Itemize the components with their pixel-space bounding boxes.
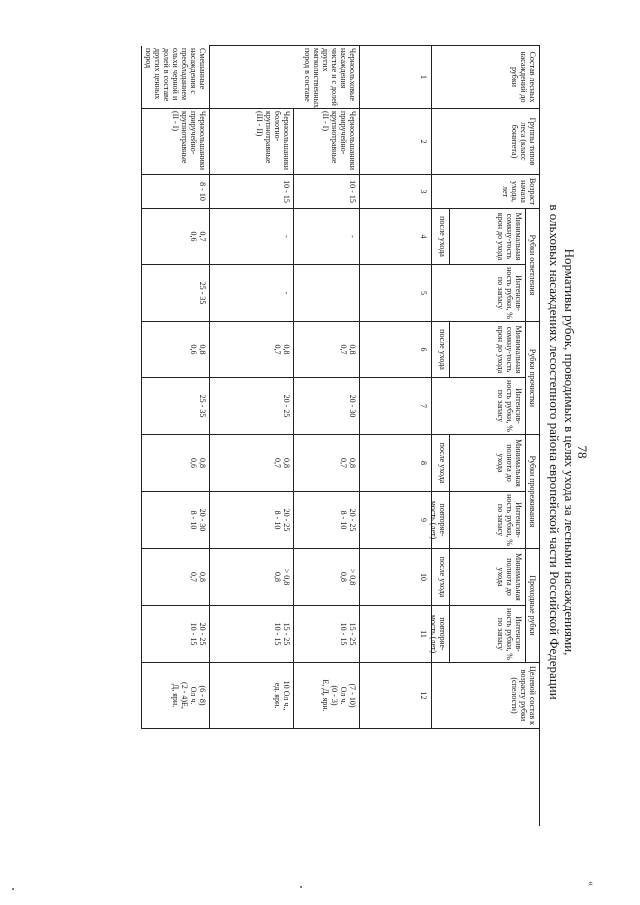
title-line-1: Нормативы рубок, проводимых в целях ухода за лесными насаждениями, [562, 248, 577, 656]
header-min-poln-prr: Минимальная полнота до ухода [449, 435, 525, 492]
table-cell-age: 8 - 10 [141, 175, 209, 209]
table-cell-pro-min: 0,8 0,6 [141, 322, 209, 378]
column-number: 5 [359, 265, 431, 322]
header-age: Возраст начала ухода, лет [431, 175, 539, 209]
column-number: 7 [359, 378, 431, 435]
column-number: 1 [359, 46, 431, 109]
header-repeat-prr: повторяе-мость (лет) [431, 492, 449, 549]
header-target-composition: Целевой состав к возрасту рубки (спелости) [431, 663, 539, 729]
column-number: 6 [359, 322, 431, 378]
table-cell-prr-min: 0,8 0,7 [209, 435, 293, 492]
table-cell-forest-group: Черноольшаники болотно-крупнотравные (III - II) [209, 109, 293, 175]
table-cell-prr-int: 20 - 25 8 - 10 [209, 492, 293, 549]
table-cell-prh-int: 15 - 25 10 - 15 [209, 606, 293, 663]
header-after-prr: после ухода [431, 435, 449, 492]
table-cell-prr-int: 20 - 25 8 - 10 [293, 492, 359, 549]
column-number: 10 [359, 549, 431, 606]
column-number: 8 [359, 435, 431, 492]
table-cell-target: (7 - 10) Ол ч. (0 - 3) Е, Д, ярн. [293, 663, 359, 729]
table-cell-osv-min: - [293, 209, 359, 265]
table-cell-age: 10 - 15 [209, 175, 293, 209]
column-number: 11 [359, 606, 431, 663]
table-cell-osv-int [293, 265, 359, 322]
table-cell-pro-int: 25 - 35 [141, 378, 209, 435]
header-after-osv: после ухода [431, 209, 449, 265]
header-after-pro: после ухода [431, 322, 449, 378]
table-cell-prr-int: 20 - 30 8 - 10 [141, 492, 209, 549]
header-min-komp-pro: Минимальная сомкну-тость крон до ухода [449, 322, 525, 378]
table-cell-forest-group: Черноольшаники приручейно-крупнотравные (II - I) [141, 109, 209, 175]
table-cell-composition: Черноольховые насаждения чистые и с долей других мягколиственных пород в составе [209, 46, 359, 109]
rotated-table-area [144, 45, 540, 825]
header-after-prh: после ухода [431, 549, 449, 606]
scan-speck [300, 886, 302, 888]
header-group-osvetlenie: Рубки осветления [525, 209, 539, 322]
table-cell-prh-int: 15 - 25 10 - 15 [293, 606, 359, 663]
table-cell-composition: Смешанные насаждения с преобладанием ольхи черной и долей в составе других ценных пород [141, 46, 209, 109]
column-number: 4 [359, 209, 431, 265]
document-title [547, 204, 577, 699]
header-intens-osv: Интенсив-ность рубки, % по запасу [431, 265, 525, 322]
table-cell-pro-min: 0,8 0,7 [293, 322, 359, 378]
page-number: 78 [575, 445, 590, 459]
title-line-2: в ольховых насаждениях лесостепного района европейской части Российской Федерации [547, 204, 562, 700]
table-cell-osv-min: 0,7 0,6 [141, 209, 209, 265]
table-cell-prr-min: 0,8 0,6 [141, 435, 209, 492]
table-cell-age: 10 - 15 [293, 175, 359, 209]
scan-speck [12, 888, 14, 890]
column-number: 12 [359, 663, 431, 729]
table-cell-prr-min: 0,8 0,7 [293, 435, 359, 492]
header-intens-prr: Интенсив-ность рубки, % по запасу [449, 492, 525, 549]
header-min-poln-prh: Минимальная полнота до ухода [449, 549, 525, 606]
header-group-prochistka: Рубки прочистки [525, 322, 539, 435]
header-composition: Состав лесных насаждений до рубки [431, 46, 539, 109]
table-cell-prh-min: > 0,8 0,8 [209, 549, 293, 606]
column-number: 9 [359, 492, 431, 549]
table-cell-osv-int: 25 - 35 [141, 265, 209, 322]
table-cell-prh-min: 0,8 0,7 [141, 549, 209, 606]
header-min-komp-osv: Минимальная сомкну-тость крон до ухода [449, 209, 525, 265]
header-group-prorezhivanie: Рубки прореживания [525, 435, 539, 549]
table-cell-target: (6 - 8) Ол ч. (2 - 4)Е, Д, ярн. [141, 663, 209, 729]
footer-mark: « [585, 881, 596, 886]
column-number: 3 [359, 175, 431, 209]
table-cell-prh-min: > 0,8 0,8 [293, 549, 359, 606]
table-cell-pro-int: 20 - 25 [209, 378, 293, 435]
table-cell-prh-int: 20 - 25 10 - 15 [141, 606, 209, 663]
header-forest-group: Группы типов леса (класс бонитета) [431, 109, 539, 175]
norms-table [144, 45, 540, 826]
header-repeat-prh: повторяе-мость (лет) [431, 606, 449, 663]
table-cell-osv-min: - [209, 209, 293, 265]
header-intens-prh: Интенсив-ность рубки, % по запасу [449, 606, 525, 663]
header-group-prokhodnye: Проходные рубки [525, 549, 539, 663]
table-cell-pro-int: 20 - 30 [293, 378, 359, 435]
header-intens-pro: Интенсив-ность рубки, % по запасу [431, 378, 525, 435]
column-number: 2 [359, 109, 431, 175]
table-cell-target: 10 Ол ч., ед. ярн. [209, 663, 293, 729]
table-cell-pro-min: 0,8 0,7 [209, 322, 293, 378]
table-cell-forest-group: Черноольшаники приручейно-крупнотравные (II - I) [293, 109, 359, 175]
table-cell-osv-int: - [209, 265, 293, 322]
